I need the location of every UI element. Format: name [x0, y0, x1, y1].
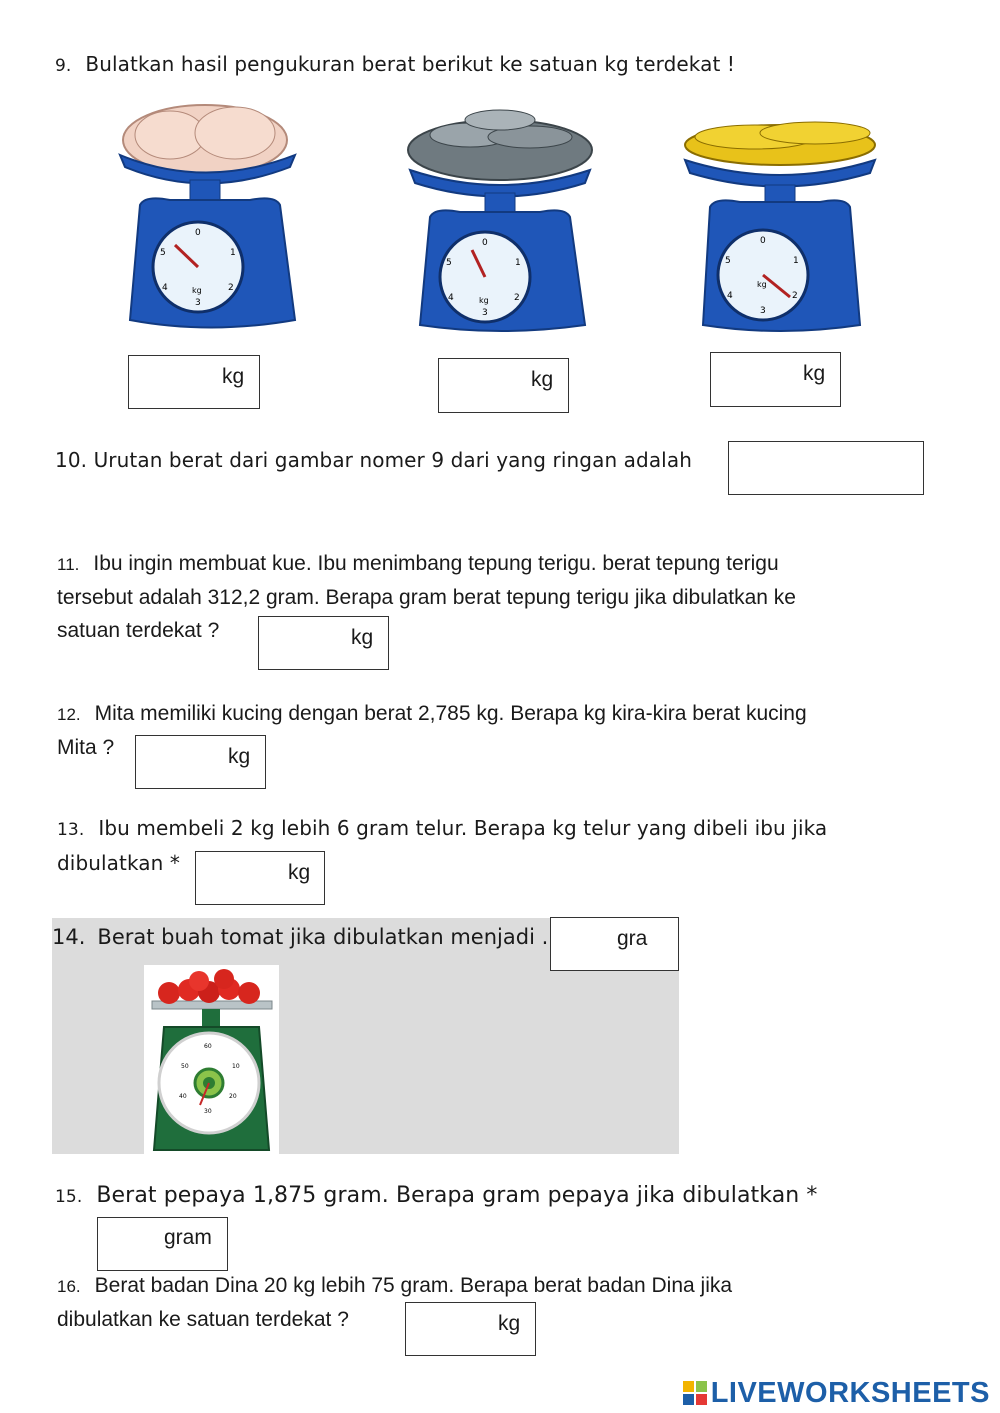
- question-text: dibulatkan ke satuan terdekat ?: [57, 1308, 349, 1331]
- q10-answer-box[interactable]: [728, 441, 924, 495]
- dial-unit: kg: [757, 280, 767, 289]
- dial-label: 0: [482, 238, 488, 248]
- question-text: Mita memiliki kucing dengan berat 2,785 kg. Berapa kg kira-kira berat kucing: [94, 702, 807, 725]
- answer-input[interactable]: [135, 364, 209, 389]
- dial-unit: kg: [192, 286, 202, 295]
- dial-label: 5: [446, 258, 452, 268]
- dial-label: 5: [725, 256, 731, 266]
- dial-label: 2: [228, 283, 234, 293]
- dial-label: 1: [793, 256, 799, 266]
- q9-answer-box-1[interactable]: [128, 355, 260, 409]
- question-number: 15.: [55, 1187, 83, 1207]
- question-10: 10. Urutan berat dari gambar nomer 9 dari yang ringan adalah: [55, 448, 692, 472]
- dial-label: 60: [204, 1043, 212, 1050]
- question-text: tersebut adalah 312,2 gram. Berapa gram berat tepung terigu jika dibulatkan ke: [57, 586, 796, 609]
- scale-fish-image: [400, 95, 600, 335]
- q9-answer-box-3[interactable]: [710, 352, 841, 407]
- answer-input[interactable]: [557, 926, 616, 951]
- dial-label: 0: [195, 228, 201, 238]
- dial-label: 1: [230, 248, 236, 258]
- dial-label: 0: [760, 236, 766, 246]
- question-text: Berat pepaya 1,875 gram. Berapa gram pepaya jika dibulatkan *: [96, 1183, 818, 1208]
- dial-label: 2: [792, 291, 798, 301]
- dial-label: 3: [760, 306, 766, 316]
- unit-label: gra: [617, 927, 648, 950]
- dial-unit: kg: [479, 296, 489, 305]
- dial-label: 4: [162, 283, 168, 293]
- scale-corn-image: [675, 105, 885, 335]
- question-13: [57, 812, 827, 880]
- question-number: 14.: [52, 925, 86, 949]
- unit-label: kg: [531, 368, 554, 391]
- q16-answer-box[interactable]: [405, 1302, 536, 1356]
- question-number: 12.: [57, 705, 81, 724]
- dial-label: 4: [448, 293, 454, 303]
- question-11: [57, 547, 796, 647]
- question-16: [57, 1269, 732, 1336]
- dial-label: 3: [195, 298, 201, 308]
- question-number: 16.: [57, 1277, 81, 1296]
- question-number: 13.: [57, 820, 85, 840]
- dial-label: 30: [204, 1108, 212, 1115]
- question-number: 11.: [57, 555, 80, 574]
- question-text: satuan terdekat ?: [57, 619, 220, 642]
- dial-label: 20: [229, 1093, 237, 1100]
- scale-tomato-image: [144, 965, 279, 1155]
- dial-label: 10: [232, 1063, 240, 1070]
- question-text: Berat buah tomat jika dibulatkan menjadi .: [97, 925, 549, 949]
- logo-icon: [683, 1381, 707, 1405]
- liveworksheets-logo: [683, 1377, 990, 1410]
- dial-label: 1: [515, 258, 521, 268]
- dial-label: 50: [181, 1063, 189, 1070]
- dial-label: 3: [482, 308, 488, 318]
- question-text: Ibu membeli 2 kg lebih 6 gram telur. Berapa kg telur yang dibeli ibu jika: [98, 816, 828, 840]
- answer-input[interactable]: [202, 860, 276, 885]
- question-text: dibulatkan *: [57, 851, 180, 875]
- question-text: Bulatkan hasil pengukuran berat berikut ke satuan kg terdekat !: [85, 52, 735, 76]
- answer-input[interactable]: [412, 1311, 486, 1336]
- logo-text: LIVEWORKSHEETS: [710, 1377, 990, 1409]
- dial-label: 2: [514, 293, 520, 303]
- question-text: Ibu ingin membuat kue. Ibu menimbang tepung terigu. berat tepung terigu: [93, 552, 779, 575]
- answer-input[interactable]: [104, 1226, 163, 1251]
- question-9: [55, 52, 735, 76]
- unit-label: kg: [498, 1312, 521, 1335]
- unit-label: kg: [222, 365, 245, 388]
- q15-answer-box[interactable]: [97, 1217, 228, 1271]
- q11-answer-box[interactable]: [258, 616, 389, 670]
- dial-label: 40: [179, 1093, 187, 1100]
- q14-answer-box[interactable]: [550, 917, 679, 971]
- answer-input[interactable]: [717, 361, 791, 386]
- unit-label: kg: [288, 861, 311, 884]
- question-number: 9.: [55, 56, 72, 76]
- unit-label: kg: [228, 745, 251, 768]
- q9-answer-box-2[interactable]: [438, 358, 569, 413]
- answer-input[interactable]: [735, 450, 919, 475]
- dial-label: 5: [160, 248, 166, 258]
- question-text: Berat badan Dina 20 kg lebih 75 gram. Berapa berat badan Dina jika: [94, 1274, 733, 1297]
- q12-answer-box[interactable]: [135, 735, 266, 789]
- q13-answer-box[interactable]: [195, 851, 325, 905]
- question-14: [52, 925, 548, 949]
- answer-input[interactable]: [142, 744, 216, 769]
- unit-label: kg: [351, 626, 374, 649]
- answer-input[interactable]: [265, 625, 339, 650]
- question-text: Mita ?: [57, 736, 115, 759]
- question-15: [55, 1183, 818, 1208]
- scale-chicken-image: [110, 95, 310, 335]
- answer-input[interactable]: [445, 367, 519, 392]
- unit-label: kg: [803, 362, 826, 385]
- unit-label: gram: [164, 1226, 212, 1249]
- dial-label: 4: [727, 291, 733, 301]
